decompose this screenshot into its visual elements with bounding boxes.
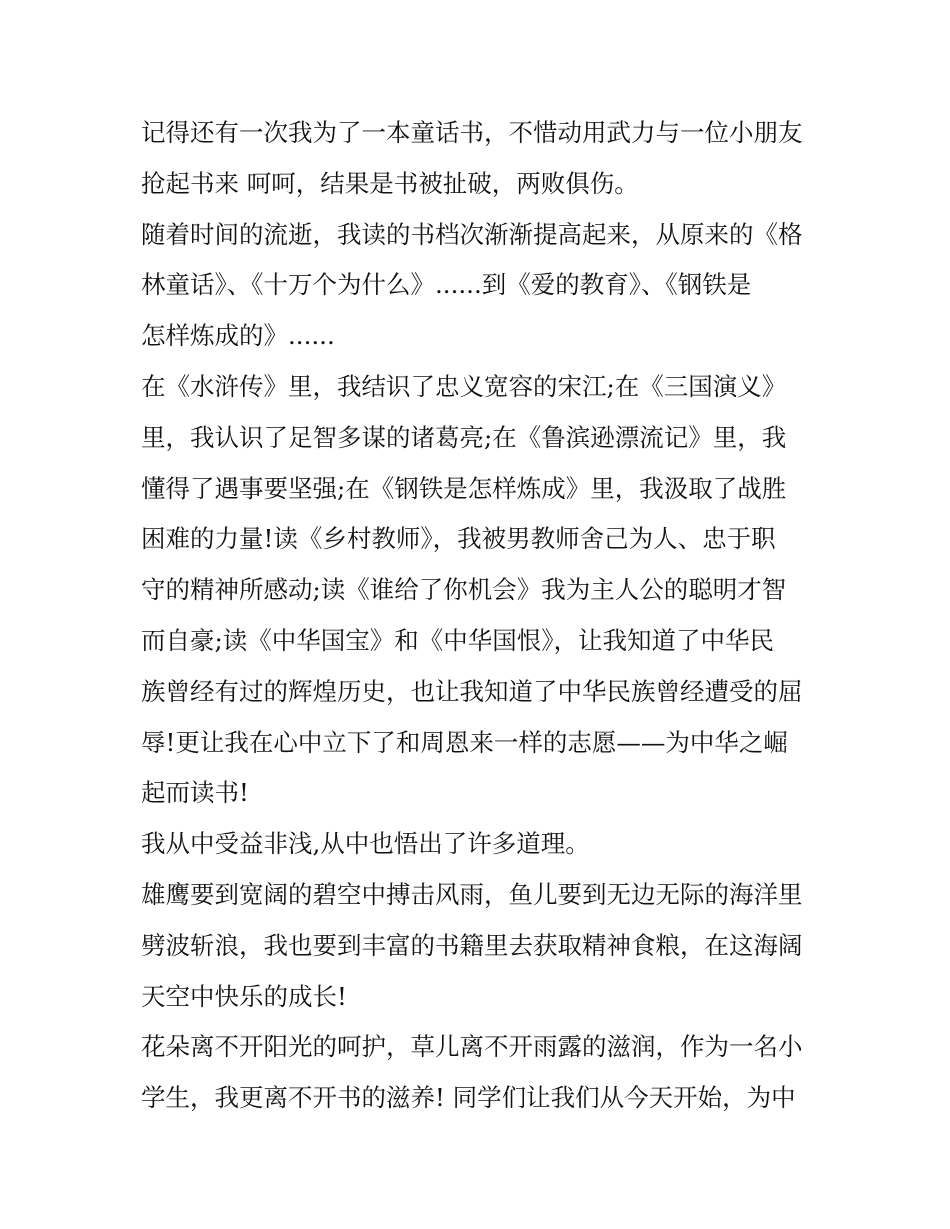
text-line: 记得还有一次我为了一本童话书，不惜动用武力与一位小朋友 [141,118,803,147]
text-line: 而自豪;读《中华国宝》和《中华国恨》，让我知道了中华民 [141,625,775,655]
document-body [141,108,821,1124]
text-line: 花朵离不开阳光的呵护，草儿离不开雨露的滋润，作为一名小 [141,1032,803,1062]
text-line: 里，我认识了足智多谋的诸葛亮;在《鲁滨逊漂流记》里，我 [141,422,787,452]
text-line: 困难的力量!读《乡村教师》，我被男教师舍己为人、忠于职 [141,524,776,554]
text-line: 在《水浒传》里，我结识了忠义宽容的宋江;在《三国演义》 [141,371,787,401]
text-line: 林童话》、《十万个为什么》......到《爱的教育》、《钢铁是 [141,270,752,300]
text-line: 学生，我更离不开书的滋养! 同学们让我们从今天开始，为中 [141,1083,796,1113]
text-line: 族曾经有过的辉煌历史，也让我知道了中华民族曾经遭受的屈 [141,676,803,706]
text-line: 雄鹰要到宽阔的碧空中搏击风雨，鱼儿要到无边无际的海洋里 [141,879,803,909]
text-line: 辱!更让我在心中立下了和周恩来一样的志愿——为中华之崛 [141,727,788,757]
text-line: 懂得了遇事要坚强;在《钢铁是怎样炼成》里，我汲取了战胜 [141,473,787,503]
text-line: 劈波斩浪，我也要到丰富的书籍里去获取精神食粮，在这海阔 [141,930,803,960]
text-line: 我从中受益非浅,从中也悟出了许多道理。 [141,829,590,859]
text-line: 起而读书! [141,778,249,808]
text-line: 随着时间的流逝，我读的书档次渐渐提高起来，从原来的《格 [141,219,803,249]
text-line: 天空中快乐的成长! [141,981,347,1011]
text-line: 守的精神所感动;读《谁给了你机会》我为主人公的聪明才智 [141,575,787,605]
text-line: 抢起书来 呵呵，结果是书被扯破，两败俱伤。 [141,168,639,198]
text-line: 怎样炼成的》...... [141,321,335,351]
